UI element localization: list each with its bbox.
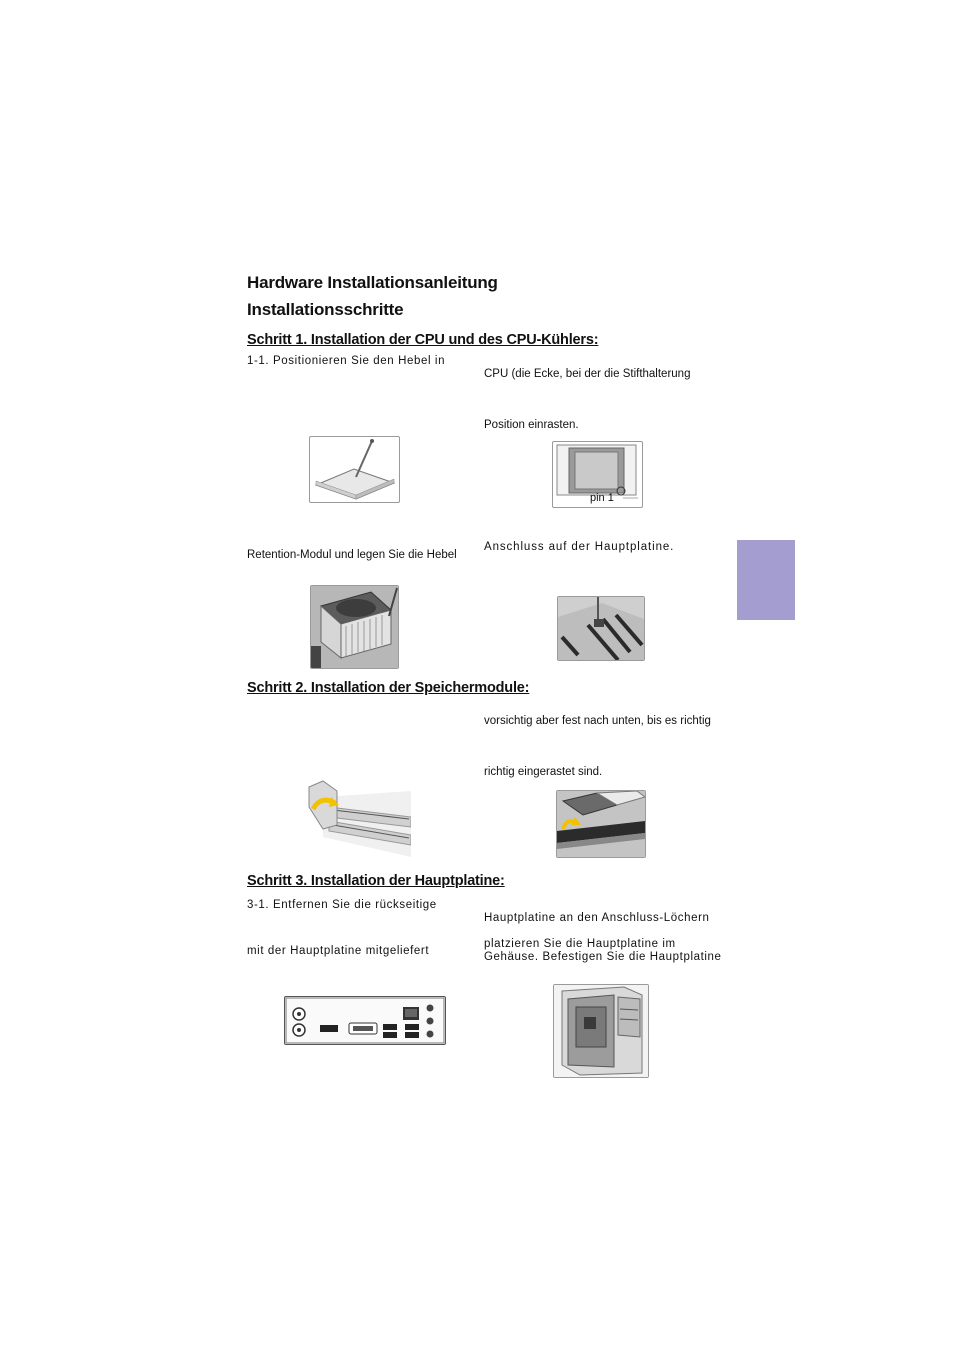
step3-right-text-2: platzieren Sie die Hauptplatine im	[484, 938, 676, 950]
step2-right-text-1: vorsichtig aber fest nach unten, bis es richtig	[484, 715, 711, 727]
socket-lever-illustration	[309, 436, 400, 503]
step2-right-text-2: richtig eingerastet sind.	[484, 766, 603, 778]
step3-heading: Schritt 3. Installation der Hauptplatine:	[247, 873, 505, 889]
section-tab-marker	[737, 540, 795, 620]
memory-slot-illustration	[303, 777, 411, 859]
cpu-cooler-illustration	[310, 585, 399, 669]
step3-left-text-1: 3-1. Entfernen Sie die rückseitige	[247, 899, 437, 911]
pin1-label: pin 1	[590, 492, 614, 504]
fan-connector-illustration	[557, 596, 645, 661]
chassis-illustration	[553, 984, 649, 1078]
step2-heading: Schritt 2. Installation der Speichermodule:	[247, 680, 530, 696]
step3-right-text-1: Hauptplatine an den Anschluss-Löchern	[484, 912, 710, 924]
step3-left-text-2: mit der Hauptplatine mitgeliefert	[247, 945, 430, 957]
step1-right-text-2: Position einrasten.	[484, 419, 579, 431]
document-title: Hardware Installationsanleitung	[247, 273, 498, 292]
step1-right-text-3: Anschluss auf der Hauptplatine.	[484, 541, 675, 553]
step1-right-text-1: CPU (die Ecke, bei der die Stifthalterung	[484, 368, 691, 380]
step3-right-text-3: Gehäuse. Befestigen Sie die Hauptplatine	[484, 951, 722, 963]
step1-left-text-1: 1-1. Positionieren Sie den Hebel in	[247, 355, 446, 367]
step1-left-text-2: Retention-Modul und legen Sie die Hebel	[247, 549, 457, 561]
document-subtitle: Installationsschritte	[247, 300, 404, 319]
step1-heading: Schritt 1. Installation der CPU und des CPU-Kühlers:	[247, 332, 599, 348]
memory-install-illustration	[556, 790, 646, 858]
io-shield-illustration	[284, 996, 446, 1045]
